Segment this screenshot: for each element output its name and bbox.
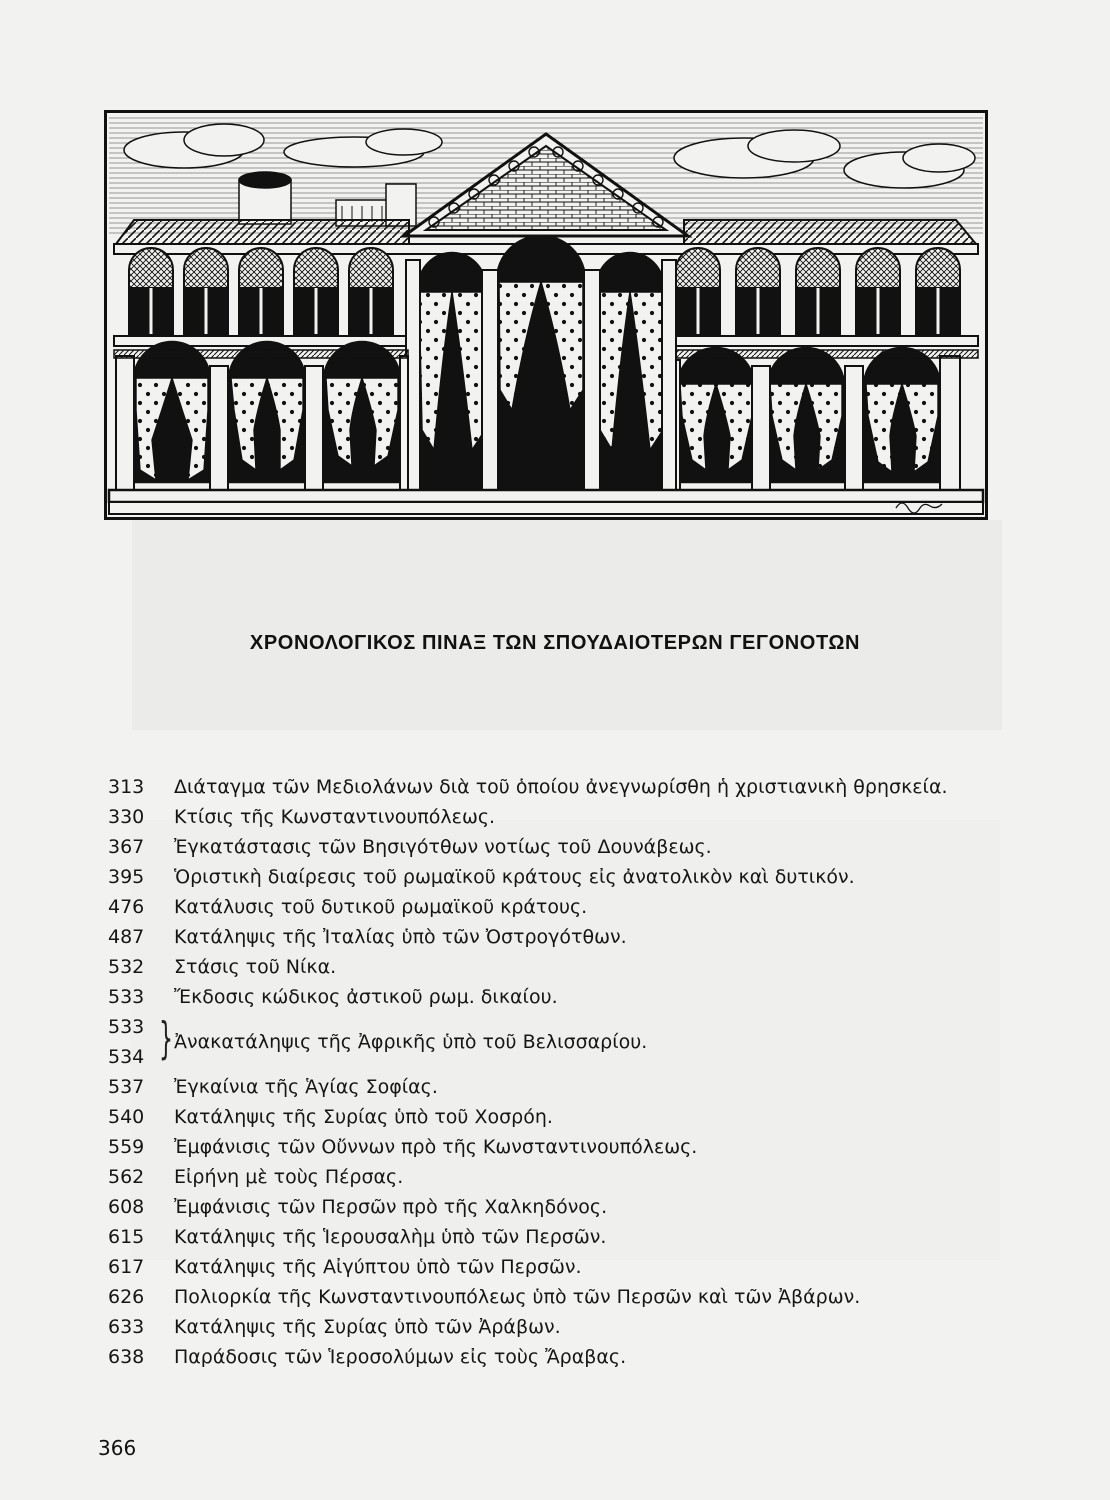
entry-year-end: 534: [108, 1046, 145, 1068]
chronology-row: [108, 1132, 1008, 1162]
entry-year: 476: [108, 896, 145, 918]
entry-event: Ἐγκατάστασις τῶν Βησιγότθων νοτίως τοῦ Δουνάβεως.: [174, 836, 712, 858]
entry-year: 562: [108, 1166, 145, 1188]
show-through-block: [132, 520, 1002, 730]
chronology-row: [108, 1342, 1008, 1372]
entry-year: 615: [108, 1226, 145, 1248]
entry-year: 367: [108, 836, 145, 858]
chronology-row: [108, 952, 1008, 982]
entry-year: 532: [108, 956, 145, 978]
entry-event: Κατάληψις τῆς Συρίας ὑπὸ τῶν Ἀράβων.: [174, 1316, 561, 1338]
entry-year-start: 533: [108, 1016, 145, 1038]
entry-year: 638: [108, 1346, 145, 1368]
chronology-row: [108, 1222, 1008, 1252]
entry-event: Κατάλυσις τοῦ δυτικοῦ ρωμαϊκοῦ κράτους.: [174, 896, 588, 918]
chronology-row: [108, 1312, 1008, 1342]
entry-event: Ἐμφάνισις τῶν Περσῶν πρὸ τῆς Χαλκηδόνος.: [174, 1196, 608, 1218]
chronology-row: [108, 832, 1008, 862]
entry-event: Ἀνακατάληψις τῆς Ἀφρικῆς ὑπὸ τοῦ Βελισσαρίου.: [174, 1031, 648, 1053]
palace-facade-drawing: [104, 110, 988, 520]
entry-year: 617: [108, 1256, 145, 1278]
entry-year: 537: [108, 1076, 145, 1098]
entry-event: Ὁριστικὴ διαίρεσις τοῦ ρωμαϊκοῦ κράτους εἰς ἀνατολικὸν καὶ δυτικόν.: [174, 866, 855, 888]
chronology-row: [108, 1102, 1008, 1132]
entry-event: Διάταγμα τῶν Μεδιολάνων διὰ τοῦ ὁποίου ἀνεγνωρίσθη ἡ χριστιανικὴ θρησκεία.: [174, 776, 948, 798]
entry-year: 540: [108, 1106, 145, 1128]
entry-year: 395: [108, 866, 145, 888]
entry-event: Κτίσις τῆς Κωνσταντινουπόλεως.: [174, 806, 496, 828]
entry-year: 533: [108, 986, 145, 1008]
page-number: 366: [98, 1436, 137, 1460]
palace-illustration: [104, 110, 988, 520]
entry-event: Εἰρήνη μὲ τοὺς Πέρσας.: [174, 1166, 404, 1188]
entry-year: 313: [108, 776, 145, 798]
entry-event: Ἔκδοσις κώδικος ἀστικοῦ ρωμ. δικαίου.: [174, 986, 558, 1008]
chronology-row: [108, 1072, 1008, 1102]
chronology-row: [108, 1282, 1008, 1312]
chronology-row: [108, 802, 1008, 832]
chronology-row: [108, 1162, 1008, 1192]
chronology-row: [108, 922, 1008, 952]
entry-year: 608: [108, 1196, 145, 1218]
entry-event: Κατάληψις τῆς Αἰγύπτου ὑπὸ τῶν Περσῶν.: [174, 1256, 582, 1278]
entry-year: 559: [108, 1136, 145, 1158]
chronology-row: [108, 982, 1008, 1012]
entry-event: Πολιορκία τῆς Κωνσταντινουπόλεως ὑπὸ τῶν Περσῶν καὶ τῶν Ἀβάρων.: [174, 1286, 861, 1308]
entry-event: Ἐγκαίνια τῆς Ἁγίας Σοφίας.: [174, 1076, 438, 1098]
chronology-row: [108, 1192, 1008, 1222]
entry-event: Κατάληψις τῆς Ἱερουσαλὴμ ὑπὸ τῶν Περσῶν.: [174, 1226, 607, 1248]
entry-event: Παράδοσις τῶν Ἱεροσολύμων εἰς τοὺς Ἄραβας.: [174, 1346, 627, 1368]
chronology-row-grouped: [108, 1012, 1008, 1072]
entry-event: Στάσις τοῦ Νίκα.: [174, 956, 337, 978]
entry-event: Κατάληψις τῆς Ἰταλίας ὑπὸ τῶν Ὀστρογότθων.: [174, 926, 627, 948]
chronology-row: [108, 772, 1008, 802]
chronology-row: [108, 892, 1008, 922]
chronology-row: [108, 1252, 1008, 1282]
entry-year: 487: [108, 926, 145, 948]
entry-event: Κατάληψις τῆς Συρίας ὑπὸ τοῦ Χοσρόη.: [174, 1106, 553, 1128]
curly-brace-icon: }: [159, 1013, 173, 1064]
entry-year: 633: [108, 1316, 145, 1338]
chronology-row: [108, 862, 1008, 892]
chronology-table: [108, 772, 1008, 1372]
page-title: ΧΡΟΝΟΛΟΓΙΚΟΣ ΠΙΝΑΞ ΤΩΝ ΣΠΟΥΔΑΙΟΤΕΡΩΝ ΓΕΓΟΝΟΤΩΝ: [249, 632, 861, 654]
entry-event: Ἐμφάνισις τῶν Οὔννων πρὸ τῆς Κωνσταντινουπόλεως.: [174, 1136, 698, 1158]
entry-year: 330: [108, 806, 145, 828]
entry-year: 626: [108, 1286, 145, 1308]
